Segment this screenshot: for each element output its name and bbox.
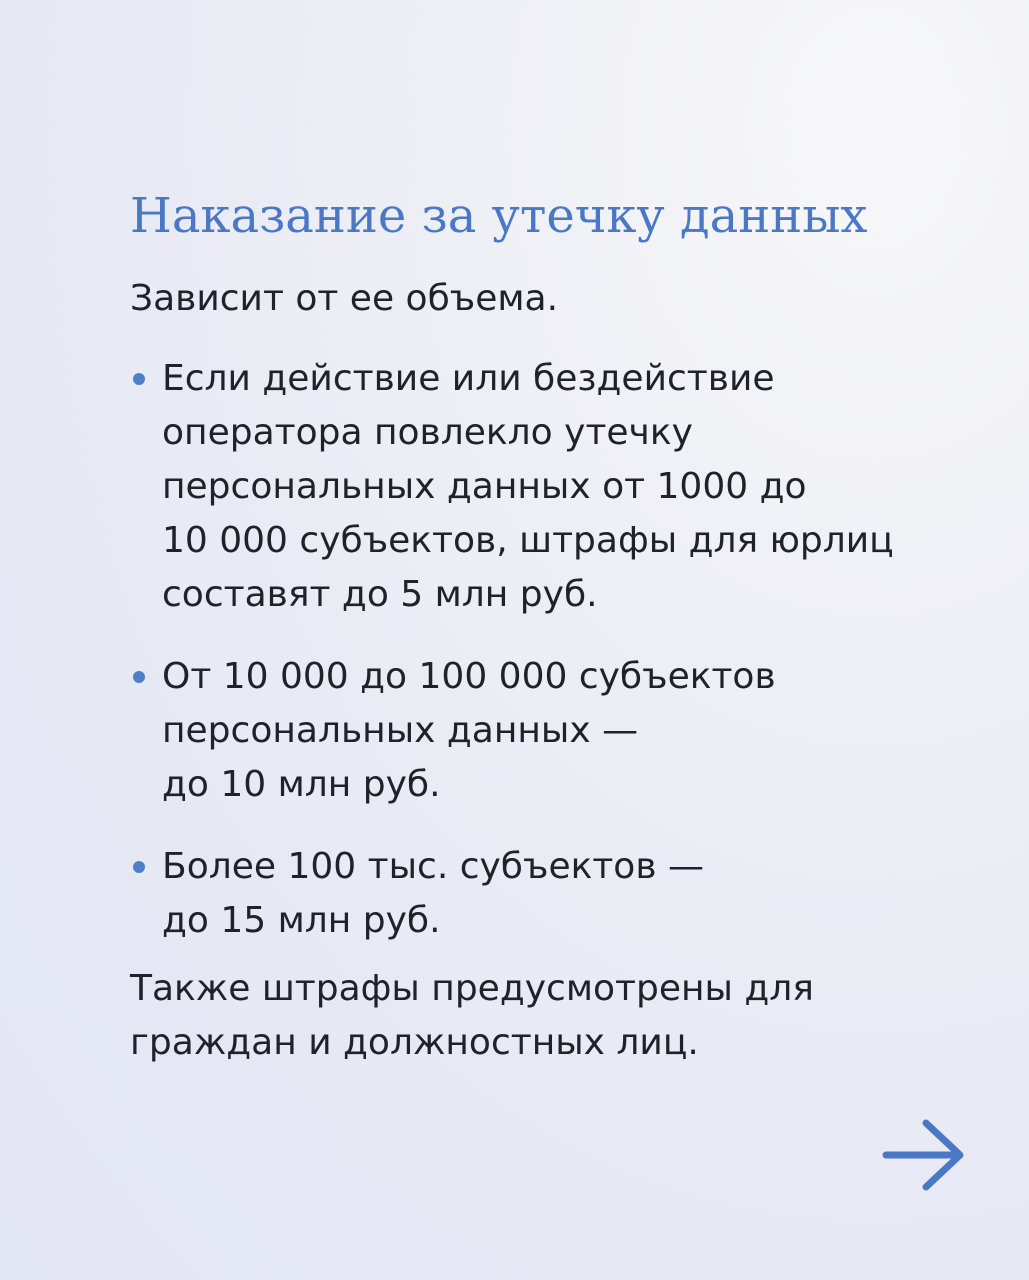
penalty-list — [130, 352, 990, 976]
list-item-line: оператора повлекло утечку — [162, 412, 693, 453]
outro-line: Также штрафы предусмотрены для — [130, 968, 814, 1009]
arrow-right-icon[interactable] — [882, 1115, 966, 1195]
list-item-line: персональных данных — — [162, 710, 639, 751]
list-item-line: 10 000 субъектов, штрафы для юрлиц — [162, 520, 894, 561]
list-item-line: От 10 000 до 100 000 субъектов — [162, 656, 776, 697]
list-item-line: Более 100 тыс. субъектов — — [162, 846, 704, 887]
bullet-dot-icon — [133, 861, 145, 873]
list-item-line: составят до 5 млн руб. — [162, 574, 598, 615]
intro-text: Зависит от ее объема. — [130, 278, 559, 319]
list-item-line: до 15 млн руб. — [162, 900, 441, 941]
outro-line: граждан и должностных лиц. — [130, 1022, 699, 1063]
list-item-line: Если действие или бездействие — [162, 358, 775, 399]
list-item-line: до 10 млн руб. — [162, 764, 441, 805]
list-item — [130, 352, 990, 622]
list-item — [130, 650, 990, 812]
list-item-line: персональных данных от 1000 до — [162, 466, 807, 507]
outro-text — [130, 962, 990, 1070]
bullet-dot-icon — [133, 671, 145, 683]
bullet-dot-icon — [133, 373, 145, 385]
list-item — [130, 840, 990, 948]
slide-title: Наказание за утечку данных — [130, 188, 868, 244]
